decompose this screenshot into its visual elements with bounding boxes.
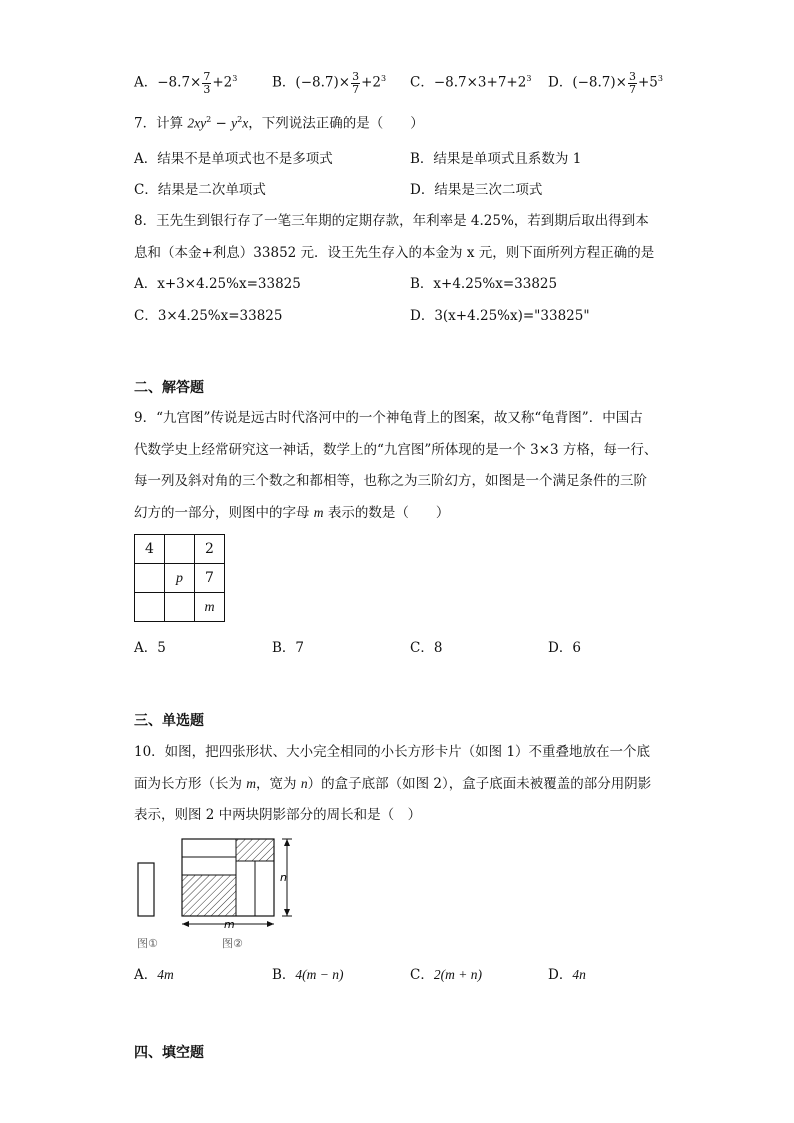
q8-stem-line-2: 息和（本金+利息）33852 元．设王先生存入的本金为 x 元，则下面所列方程正确的是 — [134, 245, 655, 261]
grid-row — [135, 535, 225, 564]
q9-option-b: B．7 — [272, 640, 305, 656]
fraction-denominator: 7 — [628, 82, 636, 96]
q9-stem-line-1: 9．“九宫图”传说是远古时代洛河中的一个神龟背上的图案，故又称“龟背图”．中国古 — [134, 410, 643, 426]
q6-option-d-label: D． — [548, 74, 573, 91]
q8-stem-line-1: 8．王先生到银行存了一笔三年期的定期存款，年利率是 4.25%，若到期后取出得到本 — [134, 213, 649, 229]
arrow-up-icon — [284, 839, 290, 846]
fig1-label: 图① — [137, 937, 158, 950]
q6-option-d-expr-tail: +5 — [637, 74, 658, 91]
q6-option-b-fraction — [351, 71, 360, 95]
q6-option-c — [410, 74, 531, 91]
grid-cell — [135, 593, 165, 622]
grid-cell — [135, 564, 165, 593]
fig1-card — [138, 863, 154, 916]
q9-option-c: C．8 — [410, 640, 443, 656]
section-heading-3: 三、单选题 — [134, 713, 204, 729]
q6-option-b-expr-tail: +2 — [361, 74, 381, 91]
arrow-left-icon — [182, 921, 189, 927]
exponent: 3 — [657, 74, 663, 84]
grid-cell: 7 — [195, 564, 225, 593]
q10-option-b-label: B． — [272, 967, 296, 983]
q10-option-b — [272, 967, 344, 983]
q7-minus: − — [211, 115, 232, 132]
q10-variable-n: n — [300, 776, 308, 791]
arrow-down-icon — [284, 909, 290, 916]
q6-option-c-label: C． — [410, 74, 434, 91]
grid-cell-variable: m — [204, 599, 215, 615]
q10-line-2-post: ）的盒子底部（如图 2），盒子底面未被覆盖的部分用阴影 — [307, 776, 652, 792]
q7-term-b: y — [231, 115, 238, 131]
grid-row — [135, 593, 225, 622]
grid-cell — [165, 593, 195, 622]
exponent: 3 — [526, 74, 532, 83]
q6-option-d — [548, 71, 663, 95]
q9-line-4-pre: 幻方的一部分，则图中的字母 — [134, 505, 314, 521]
q7-option-b: B．结果是单项式且系数为 1 — [410, 151, 582, 167]
grid-cell: 2 — [195, 535, 225, 564]
q8-option-c: C．3×4.25%x=33825 — [134, 308, 283, 324]
q7-option-d: D．结果是三次二项式 — [410, 182, 543, 198]
q10-option-d-label: D． — [548, 967, 573, 983]
q9-option-d: D．6 — [548, 640, 581, 656]
q9-line-4-post: 表示的数是（ ） — [323, 505, 450, 521]
q8-option-d: D．3(x+4.25%x)="33825" — [410, 308, 590, 324]
q6-option-c-expr: −8.7×3+7+2 — [433, 74, 527, 91]
grid-cell — [165, 564, 195, 593]
q7-suffix: ，下列说法正确的是（ ） — [248, 115, 424, 132]
q10-line-2-mid: ，宽为 — [256, 776, 301, 792]
magic-square-grid — [134, 534, 225, 622]
shaded-region-bottom-left — [182, 875, 236, 916]
fig2-label: 图② — [222, 937, 243, 950]
q10-option-a-value: 4m — [157, 967, 174, 982]
fraction-denominator: 3 — [203, 82, 211, 96]
section-heading-4: 四、填空题 — [134, 1045, 204, 1061]
q6-option-d-fraction — [628, 71, 637, 95]
dimension-label-m: m — [224, 918, 235, 931]
dimension-label-n: n — [280, 871, 287, 884]
exponent: 2 — [237, 115, 243, 124]
exponent: 2 — [206, 115, 212, 124]
exponent: 3 — [232, 74, 238, 84]
q6-option-b-expr: (−8.7)× — [295, 74, 351, 91]
q6-option-a — [134, 71, 237, 95]
q6-option-a-label: A． — [134, 74, 158, 91]
q7-prefix: 7．计算 — [134, 115, 188, 132]
q6-option-a-fraction — [202, 71, 211, 95]
q7-term-c: x — [242, 115, 249, 131]
q9-stem-line-2: 代数学史上经常研究这一神话，数学上的“九宫图”所体现的是一个 3×3 方格，每一行、 — [134, 442, 658, 458]
q6-option-a-expr-tail: +2 — [212, 74, 233, 91]
q10-option-c-label: C． — [410, 967, 434, 983]
q7-term-a: 2xy — [187, 115, 207, 131]
fraction-numerator: 3 — [352, 70, 360, 83]
q8-option-b: B．x+4.25%x=33825 — [410, 276, 558, 292]
q9-stem-line-3: 每一列及斜对角的三个数之和都相等，也称之为三阶幻方，如图是一个满足条件的三阶 — [134, 473, 647, 489]
q9-option-a: A．5 — [134, 640, 166, 656]
q8-option-a: A．x+3×4.25%x=33825 — [134, 276, 301, 292]
q10-stem-line-1: 10．如图，把四张形状、大小完全相同的小长方形卡片（如图 1）不重叠地放在一个底 — [134, 744, 651, 760]
arrow-right-icon — [267, 921, 274, 927]
q6-option-b-label: B． — [272, 74, 296, 91]
q7-option-c: C．结果是二次单项式 — [134, 182, 266, 198]
fraction-denominator: 7 — [352, 82, 360, 96]
q10-stem-line-2 — [134, 776, 651, 792]
fraction-numerator: 7 — [203, 70, 211, 83]
q10-line-2-pre: 面为长方形（长为 — [134, 776, 247, 792]
section-heading-2: 二、解答题 — [134, 380, 204, 396]
q10-option-a — [134, 967, 174, 983]
grid-cell-variable: p — [176, 570, 183, 586]
q7-option-a: A．结果不是单项式也不是多项式 — [134, 151, 333, 167]
q10-option-b-value: 4(m − n) — [295, 967, 344, 982]
fraction-numerator: 3 — [628, 70, 636, 83]
grid-row — [135, 564, 225, 593]
exponent: 3 — [380, 74, 387, 84]
q6-option-d-expr: (−8.7)× — [572, 74, 627, 91]
q6-option-b — [272, 71, 386, 95]
q10-option-a-label: A． — [134, 967, 158, 983]
grid-cell — [195, 593, 225, 622]
q7-stem — [134, 115, 424, 132]
q10-figure — [130, 834, 310, 954]
q10-variable-m: m — [246, 776, 257, 791]
q6-option-a-expr: −8.7× — [157, 74, 202, 91]
q9-variable-m: m — [313, 505, 324, 520]
grid-cell — [165, 535, 195, 564]
grid-cell: 4 — [135, 535, 165, 564]
q9-stem-line-4 — [134, 505, 449, 521]
q10-option-c-value: 2(m + n) — [433, 967, 482, 982]
shaded-region-top-right — [236, 839, 274, 861]
q10-option-d-value: 4n — [572, 967, 586, 982]
q10-option-c — [410, 967, 482, 983]
q10-stem-line-3: 表示，则图 2 中两块阴影部分的周长和是（ ） — [134, 807, 422, 823]
q10-option-d — [548, 967, 586, 983]
